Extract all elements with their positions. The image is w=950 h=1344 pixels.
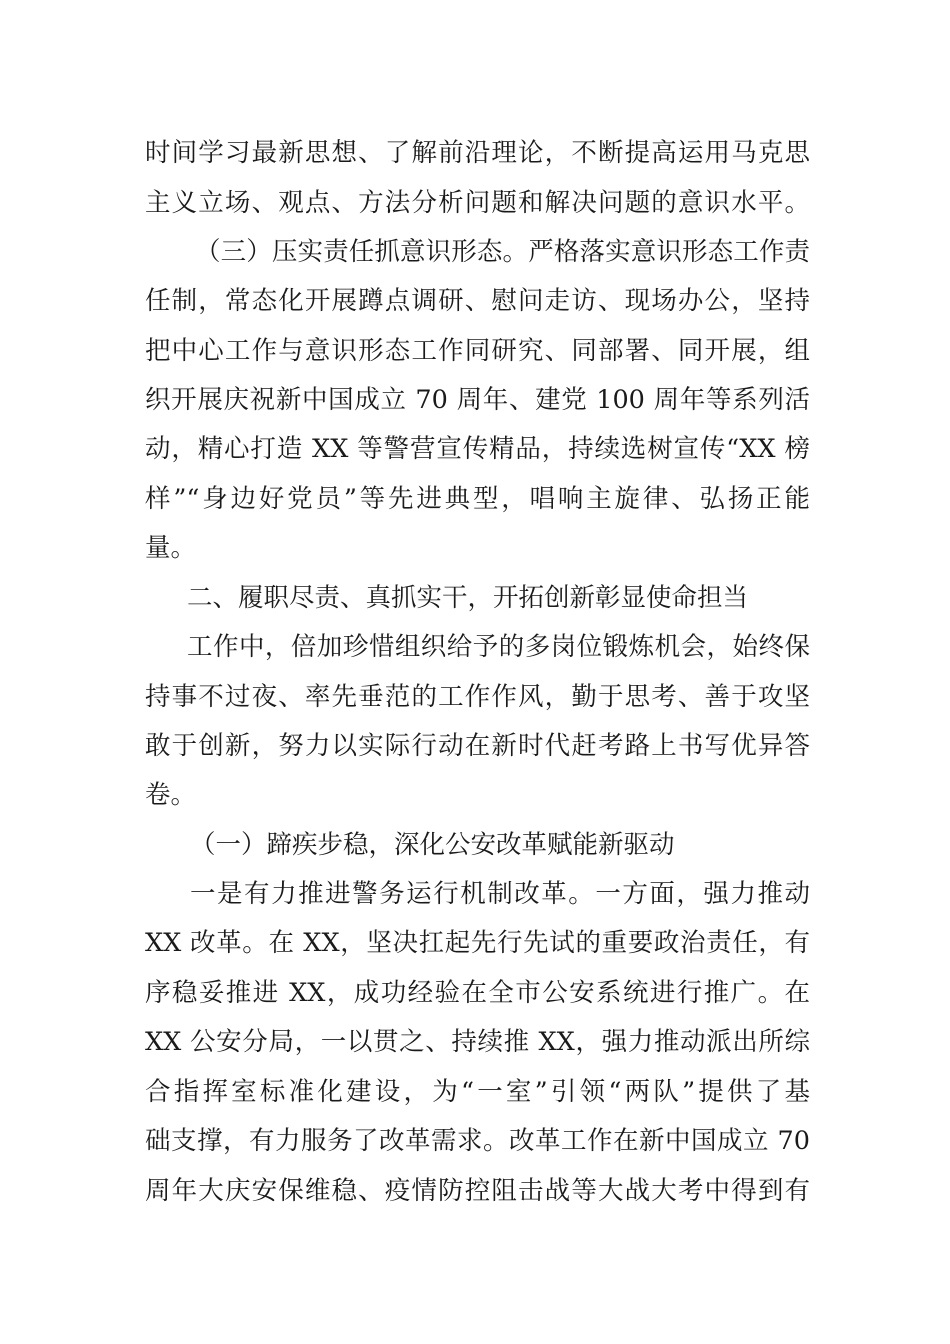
text-line-6: 织开展庆祝新中国成立 70 周年、建党 100 周年等系列活 (145, 385, 810, 415)
text-line-8: 样”“身边好党员”等先进典型，唱响主旋律、弘扬正能 (145, 484, 810, 514)
text-line-12: 持事不过夜、率先垂范的工作作风，勤于思考、善于攻坚 (145, 682, 810, 712)
text-line-1: 时间学习最新思想、了解前沿理论，不断提高运用马克思 (145, 138, 810, 168)
text-line-20: 合指挥室标准化建设，为“一室”引领“两队”提供了基 (145, 1077, 810, 1107)
text-line-18: 序稳妥推进 XX，成功经验在全市公安系统进行推广。在 (145, 978, 810, 1008)
text-line-21: 础支撑，有力服务了改革需求。改革工作在新中国成立 70 (145, 1126, 810, 1156)
text-line-2: 主义立场、观点、方法分析问题和解决问题的意识水平。 (145, 188, 810, 218)
text-line-4: 任制，常态化开展蹲点调研、慰问走访、现场办公，坚持 (145, 286, 810, 316)
text-line-7: 动，精心打造 XX 等警营宣传精品，持续选树宣传“XX 榜 (145, 434, 810, 464)
text-line-16: 一是有力推进警务运行机制改革。一方面，强力推动 (190, 879, 810, 909)
text-line-14: 卷。 (145, 780, 197, 810)
text-line-5: 把中心工作与意识形态工作同研究、同部署、同开展，组 (145, 336, 810, 366)
subsection-heading: （一）蹄疾步稳，深化公安改革赋能新驱动 (190, 830, 675, 860)
text-line-9: 量。 (145, 533, 197, 563)
text-line-19: XX 公安分局，一以贯之、持续推 XX，强力推动派出所综 (145, 1027, 810, 1057)
text-line-3: （三）压实责任抓意识形态。严格落实意识形态工作责 (195, 237, 810, 267)
text-line-17: XX 改革。在 XX，坚决扛起先行先试的重要政治责任，有 (145, 928, 810, 958)
text-line-11: 工作中，倍加珍惜组织给予的多岗位锻炼机会，始终保 (187, 632, 810, 662)
text-line-22: 周年大庆安保维稳、疫情防控阻击战等大战大考中得到有 (145, 1176, 810, 1206)
text-line-13: 敢于创新，努力以实际行动在新时代赶考路上书写优异答 (145, 731, 810, 761)
section-heading: 二、履职尽责、真抓实干，开拓创新彰显使命担当 (187, 583, 749, 613)
